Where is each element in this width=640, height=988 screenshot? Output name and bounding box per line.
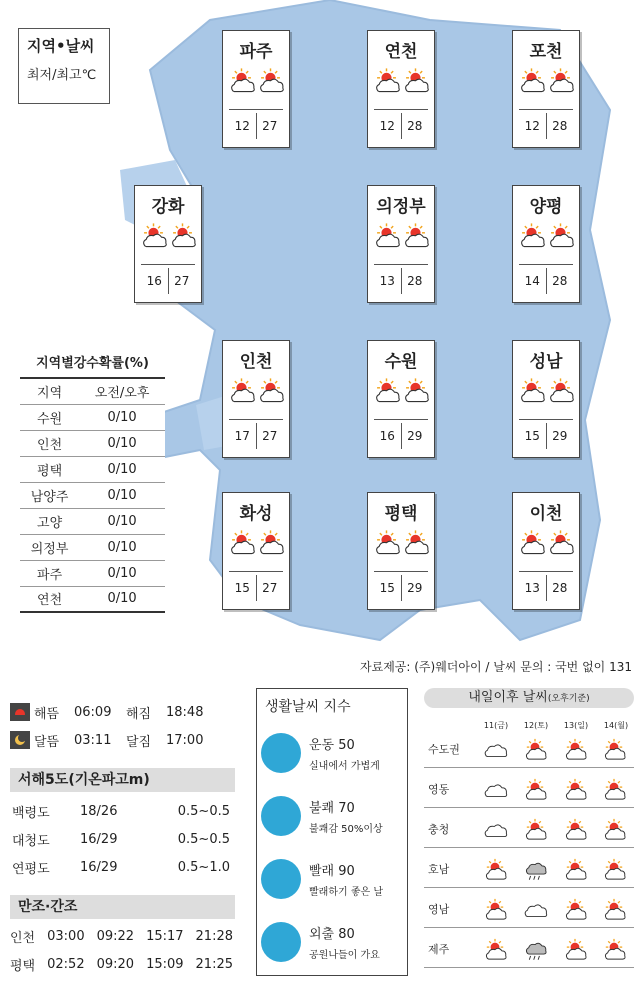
tide-time: 03:00 (47, 928, 85, 944)
tide-table (10, 922, 235, 978)
high-temp: 29 (407, 581, 423, 595)
partly-sunny-icon (401, 527, 430, 557)
sunrise-label: 해뜸 (34, 706, 60, 722)
future-region: 제주 (428, 942, 450, 956)
partly-sunny-icon (601, 897, 627, 921)
city-icons (139, 220, 197, 256)
rain-row (20, 456, 165, 482)
sea-name: 대청도 (12, 833, 50, 849)
low-temp: 12 (374, 113, 402, 139)
partly-sunny-icon (601, 857, 627, 881)
future-icon-cell (555, 734, 595, 764)
future-region: 호남 (428, 862, 450, 876)
city-icons (227, 65, 285, 101)
rain-region: 고양 (20, 508, 79, 534)
future-row (424, 810, 634, 848)
partly-sunny-icon (601, 737, 627, 761)
life-item-name: 운동 50 (309, 738, 355, 753)
partly-sunny-icon (372, 375, 401, 405)
tide-time: 15:09 (146, 956, 184, 972)
moonrise-time: 03:11 (74, 732, 112, 748)
future-icon-cell (476, 774, 516, 804)
city-card (512, 340, 580, 458)
rain-value: 0/10 (79, 560, 165, 586)
partly-sunny-icon (168, 220, 197, 250)
tide-row (10, 950, 235, 978)
sea-wave: 0.5~0.5 (177, 831, 230, 847)
divider (229, 109, 283, 110)
rain-region: 의정부 (20, 534, 79, 560)
future-region: 충청 (428, 822, 450, 836)
city-name: 수원 (384, 352, 418, 372)
future-icon-cell (515, 894, 555, 924)
sea-temp: 16/29 (80, 859, 118, 875)
sunset-label: 해짐 (126, 706, 152, 722)
future-icon-cell (555, 854, 595, 884)
outing-icon (261, 922, 301, 962)
tide-time: 09:22 (96, 928, 135, 944)
partly-sunny-icon (562, 817, 588, 841)
life-item-name: 빨래 90 (309, 864, 355, 879)
future-day: 13(일) (563, 721, 589, 730)
future-icon-cell (555, 894, 595, 924)
sea-wave: 0.5~0.5 (177, 803, 230, 819)
city-name: 평택 (384, 504, 418, 524)
rain-region: 평택 (20, 456, 79, 482)
partly-sunny-icon (546, 375, 575, 405)
sunrise-time: 06:09 (74, 704, 112, 720)
future-icon-cell (594, 774, 634, 804)
city-card (222, 492, 290, 610)
partly-sunny-icon (562, 777, 588, 801)
high-temp: 28 (552, 274, 568, 288)
partly-sunny-icon (517, 375, 546, 405)
sea-wave: 0.5~1.0 (177, 859, 230, 875)
rain-value: 0/10 (79, 508, 165, 534)
partly-sunny-icon (517, 527, 546, 557)
low-temp: 13 (519, 575, 547, 601)
rain-row (20, 560, 165, 586)
legend-title: 지역•날씨 (27, 37, 95, 55)
tide-name: 평택 (10, 958, 36, 974)
partly-sunny-icon (482, 857, 508, 881)
cloudy-icon (522, 897, 548, 921)
laundry-icon (261, 859, 301, 899)
rain-value: 0/10 (79, 456, 165, 482)
sea-row (10, 825, 235, 853)
legend-box (18, 28, 110, 104)
future-icon-cell (555, 774, 595, 804)
sun-moon-times (10, 698, 235, 754)
city-name: 파주 (239, 42, 273, 62)
partly-sunny-icon (401, 65, 430, 95)
sea-temp: 18/26 (80, 803, 118, 819)
city-temps (519, 575, 573, 601)
life-item-desc: 실내에서 가볍게 (309, 761, 380, 772)
partly-sunny-icon (227, 375, 256, 405)
high-temp: 28 (552, 581, 568, 595)
rain-row (20, 482, 165, 508)
future-row (424, 770, 634, 808)
city-card (512, 185, 580, 303)
city-card (134, 185, 202, 303)
tide-time: 21:28 (195, 928, 233, 944)
city-temps (229, 113, 283, 139)
high-temp: 29 (552, 429, 568, 443)
city-name: 인천 (239, 352, 273, 372)
discomfort-icon (261, 796, 301, 836)
city-icons (517, 527, 575, 563)
high-temp: 27 (262, 581, 278, 595)
future-day: 14(월) (603, 721, 629, 730)
future-icon-cell (515, 774, 555, 804)
rain-value: 0/10 (79, 534, 165, 560)
life-item (261, 914, 403, 970)
divider (519, 571, 573, 572)
tide-name: 인천 (10, 930, 36, 946)
city-name: 연천 (384, 42, 418, 62)
city-temps (519, 268, 573, 294)
life-item (261, 851, 403, 907)
future-icon-cell (515, 814, 555, 844)
future-icon-cell (594, 934, 634, 964)
partly-sunny-icon (517, 65, 546, 95)
sea-table (10, 797, 235, 881)
future-row (424, 730, 634, 768)
cloudy-icon (482, 777, 508, 801)
life-item (261, 788, 403, 844)
city-name: 포천 (529, 42, 563, 62)
life-item-desc: 공원나들이 가요 (309, 950, 380, 961)
city-card (512, 492, 580, 610)
divider (229, 571, 283, 572)
partly-sunny-icon (517, 220, 546, 250)
rain-table-title: 지역별강수확률(%) (36, 356, 149, 371)
city-temps (229, 575, 283, 601)
rain-row (20, 508, 165, 534)
rain-icon (522, 937, 548, 961)
future-icon-cell (594, 734, 634, 764)
city-name: 이천 (529, 504, 563, 524)
sea-row (10, 797, 235, 825)
future-region: 영남 (428, 902, 450, 916)
partly-sunny-icon (227, 65, 256, 95)
city-temps (229, 423, 283, 449)
city-name: 양평 (529, 197, 563, 217)
partly-sunny-icon (139, 220, 168, 250)
moonrise-icon (10, 731, 30, 749)
future-icon-cell (594, 894, 634, 924)
city-temps (374, 575, 428, 601)
partly-sunny-icon (256, 65, 285, 95)
rain-icon (522, 857, 548, 881)
partly-sunny-icon (546, 527, 575, 557)
partly-sunny-icon (401, 220, 430, 250)
partly-sunny-icon (482, 937, 508, 961)
high-temp: 27 (262, 119, 278, 133)
low-temp: 16 (374, 423, 402, 449)
life-title: 생활날씨 지수 (265, 699, 351, 715)
city-icons (372, 65, 430, 101)
rain-value: 0/10 (79, 430, 165, 456)
city-temps (374, 113, 428, 139)
future-icon-cell (476, 934, 516, 964)
partly-sunny-icon (372, 527, 401, 557)
partly-sunny-icon (227, 527, 256, 557)
rain-row (20, 534, 165, 560)
low-temp: 12 (519, 113, 547, 139)
divider (374, 571, 428, 572)
cloudy-icon (482, 817, 508, 841)
low-temp: 16 (141, 268, 169, 294)
low-temp: 15 (374, 575, 402, 601)
sun-row (10, 698, 235, 726)
future-icon-cell (476, 734, 516, 764)
city-temps (374, 268, 428, 294)
partly-sunny-icon (372, 220, 401, 250)
future-icon-cell (476, 814, 516, 844)
city-card (367, 340, 435, 458)
life-item (261, 725, 403, 781)
divider (519, 109, 573, 110)
partly-sunny-icon (482, 897, 508, 921)
sunrise-icon (10, 703, 30, 721)
high-temp: 28 (552, 119, 568, 133)
high-temp: 27 (262, 429, 278, 443)
partly-sunny-icon (372, 65, 401, 95)
future-icon-cell (515, 854, 555, 884)
city-card (367, 492, 435, 610)
low-temp: 14 (519, 268, 547, 294)
city-icons (517, 220, 575, 256)
low-temp: 12 (229, 113, 257, 139)
city-icons (372, 375, 430, 411)
future-icon-cell (555, 934, 595, 964)
life-index-box (256, 688, 408, 976)
divider (519, 419, 573, 420)
future-icon-cell (555, 814, 595, 844)
future-day: 12(토) (523, 721, 549, 730)
partly-sunny-icon (522, 817, 548, 841)
rain-table-header (20, 378, 165, 404)
tide-title: 만조·간조 (10, 895, 235, 919)
city-icons (372, 527, 430, 563)
tide-row (10, 922, 235, 950)
cloudy-icon (482, 737, 508, 761)
partly-sunny-icon (562, 737, 588, 761)
future-region: 영동 (428, 782, 450, 796)
rain-probability-table (20, 352, 165, 613)
partly-sunny-icon (601, 817, 627, 841)
partly-sunny-icon (601, 777, 627, 801)
partly-sunny-icon (546, 220, 575, 250)
future-icon-cell (476, 894, 516, 924)
sea-title: 서해5도(기온파고m) (10, 768, 235, 792)
sea-name: 연평도 (12, 861, 50, 877)
divider (374, 109, 428, 110)
life-item-desc: 빨래하기 좋은 날 (309, 887, 383, 898)
high-temp: 28 (407, 119, 423, 133)
future-row (424, 930, 634, 968)
future-icon-cell (594, 814, 634, 844)
rain-col-region: 지역 (20, 378, 79, 404)
sunset-time: 18:48 (166, 704, 204, 720)
future-icon-cell (515, 734, 555, 764)
exercise-icon (261, 733, 301, 773)
rain-region: 남양주 (20, 482, 79, 508)
future-region: 수도권 (428, 742, 460, 756)
tide-time: 21:25 (195, 956, 233, 972)
low-temp: 13 (374, 268, 402, 294)
divider (374, 419, 428, 420)
divider (229, 419, 283, 420)
divider (519, 264, 573, 265)
city-name: 의정부 (376, 197, 426, 217)
moonrise-label: 달뜸 (34, 734, 60, 750)
city-card (222, 30, 290, 148)
partly-sunny-icon (522, 777, 548, 801)
future-icon-cell (594, 854, 634, 884)
sea-row (10, 853, 235, 881)
rain-region: 수원 (20, 404, 79, 430)
city-card (512, 30, 580, 148)
partly-sunny-icon (562, 897, 588, 921)
high-temp: 28 (407, 274, 423, 288)
tide-time: 15:17 (146, 928, 184, 944)
rain-value: 0/10 (79, 404, 165, 430)
divider (141, 264, 195, 265)
partly-sunny-icon (562, 857, 588, 881)
city-icons (517, 65, 575, 101)
high-temp: 29 (407, 429, 423, 443)
city-icons (227, 375, 285, 411)
city-name: 강화 (151, 197, 185, 217)
rain-region: 인천 (20, 430, 79, 456)
city-name: 화성 (239, 504, 273, 524)
rain-region: 파주 (20, 560, 79, 586)
life-item-name: 외출 80 (309, 927, 355, 942)
partly-sunny-icon (562, 937, 588, 961)
life-item-desc: 불쾌감 50%이상 (309, 824, 383, 835)
rain-value: 0/10 (79, 586, 165, 612)
city-card (222, 340, 290, 458)
sea-name: 백령도 (12, 805, 50, 821)
rain-row (20, 586, 165, 612)
future-icon-cell (515, 934, 555, 964)
partly-sunny-icon (546, 65, 575, 95)
tide-time: 09:20 (96, 956, 135, 972)
partly-sunny-icon (256, 375, 285, 405)
future-row (424, 850, 634, 888)
future-title: 내일이후 날씨(오후기준) (424, 688, 634, 708)
city-icons (372, 220, 430, 256)
sea-temp: 16/29 (80, 831, 118, 847)
city-temps (374, 423, 428, 449)
moonset-label: 달짐 (126, 734, 152, 750)
city-icons (517, 375, 575, 411)
rain-value: 0/10 (79, 482, 165, 508)
partly-sunny-icon (601, 937, 627, 961)
rain-col-value: 오전/오후 (79, 378, 165, 404)
low-temp: 17 (229, 423, 257, 449)
city-card (367, 30, 435, 148)
future-day: 11(금) (483, 721, 509, 730)
partly-sunny-icon (522, 737, 548, 761)
low-temp: 15 (229, 575, 257, 601)
rain-row (20, 404, 165, 430)
legend-unit: 최저/최고℃ (27, 68, 97, 83)
divider (374, 264, 428, 265)
city-temps (141, 268, 195, 294)
moon-row (10, 726, 235, 754)
city-card (367, 185, 435, 303)
high-temp: 27 (174, 274, 190, 288)
partly-sunny-icon (256, 527, 285, 557)
life-item-name: 불쾌 70 (309, 801, 355, 816)
city-name: 성남 (529, 352, 563, 372)
source-note: 자료제공: (주)웨더아이 / 날씨 문의 : 국번 없이 131 (360, 660, 632, 674)
partly-sunny-icon (401, 375, 430, 405)
city-temps (519, 113, 573, 139)
moonset-time: 17:00 (166, 732, 204, 748)
low-temp: 15 (519, 423, 547, 449)
future-icon-cell (476, 854, 516, 884)
tide-time: 02:52 (47, 956, 85, 972)
future-row (424, 890, 634, 928)
city-icons (227, 527, 285, 563)
city-temps (519, 423, 573, 449)
future-forecast (424, 688, 634, 976)
rain-row (20, 430, 165, 456)
rain-region: 연천 (20, 586, 79, 612)
